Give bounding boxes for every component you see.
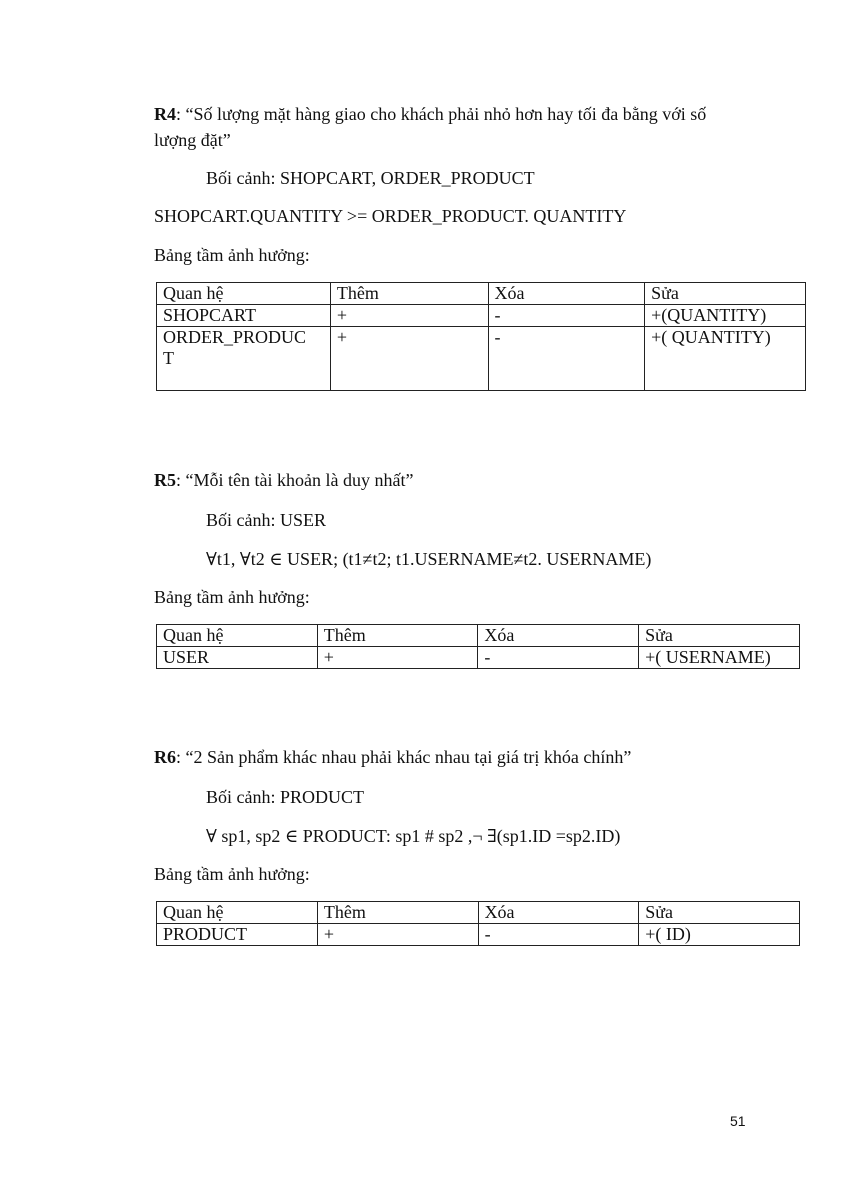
table-header-row bbox=[157, 625, 800, 647]
r4-expression: SHOPCART.QUANTITY >= ORDER_PRODUCT. QUANTITY bbox=[154, 206, 627, 226]
cell-delete: - bbox=[478, 647, 639, 669]
cell-relation-line1: ORDER_PRODUC bbox=[163, 327, 307, 347]
r4-influence-table bbox=[156, 282, 806, 391]
table-row bbox=[157, 327, 806, 391]
cell-relation: PRODUCT bbox=[157, 924, 318, 946]
r4-statement-line2: lượng đặt” bbox=[154, 130, 231, 150]
cell-insert: + bbox=[317, 647, 478, 669]
cell-update: +( USERNAME) bbox=[639, 647, 800, 669]
header-relation: Quan hệ bbox=[157, 283, 331, 305]
cell-update: +( QUANTITY) bbox=[645, 327, 806, 391]
table-header-row bbox=[157, 283, 806, 305]
r6-label: R6 bbox=[154, 747, 176, 767]
header-insert: Thêm bbox=[317, 902, 478, 924]
header-insert: Thêm bbox=[317, 625, 478, 647]
table-header-row bbox=[157, 902, 800, 924]
cell-update: +( ID) bbox=[639, 924, 800, 946]
r6-influence-table bbox=[156, 901, 800, 946]
header-delete: Xóa bbox=[488, 283, 645, 305]
cell-relation: SHOPCART bbox=[157, 305, 331, 327]
cell-delete: - bbox=[478, 924, 639, 946]
header-delete: Xóa bbox=[478, 902, 639, 924]
header-relation: Quan hệ bbox=[157, 902, 318, 924]
r5-expression: ∀t1, ∀t2 ∈ USER; (t1≠t2; t1.USERNAME≠t2. USERNAME) bbox=[206, 549, 652, 569]
table-row bbox=[157, 647, 800, 669]
cell-insert: + bbox=[317, 924, 478, 946]
r6-expression: ∀ sp1, sp2 ∈ PRODUCT: sp1 # sp2 ,¬ ∃(sp1.ID =sp2.ID) bbox=[206, 826, 621, 846]
cell-insert: + bbox=[330, 305, 488, 327]
r4-table-heading: Bảng tầm ảnh hưởng: bbox=[154, 245, 310, 265]
r6-statement-text: : “2 Sản phẩm khác nhau phải khác nhau tại giá trị khóa chính” bbox=[176, 747, 632, 767]
cell-insert: + bbox=[330, 327, 488, 391]
r4-label: R4 bbox=[154, 104, 176, 124]
r4-statement-text: : “Số lượng mặt hàng giao cho khách phải nhỏ hơn hay tối đa bằng với số bbox=[176, 104, 707, 124]
r5-statement-text: : “Mỗi tên tài khoản là duy nhất” bbox=[176, 470, 414, 490]
header-delete: Xóa bbox=[478, 625, 639, 647]
r4-statement-line1 bbox=[154, 103, 706, 125]
r5-influence-table bbox=[156, 624, 800, 669]
r5-label: R5 bbox=[154, 470, 176, 490]
header-update: Sửa bbox=[645, 283, 806, 305]
header-relation: Quan hệ bbox=[157, 625, 318, 647]
cell-delete: - bbox=[488, 327, 645, 391]
r6-statement bbox=[154, 746, 631, 768]
cell-relation-line2: T bbox=[163, 348, 174, 368]
table-row bbox=[157, 924, 800, 946]
r6-context: Bối cảnh: PRODUCT bbox=[206, 787, 365, 807]
page-number: 51 bbox=[730, 1113, 746, 1129]
header-update: Sửa bbox=[639, 625, 800, 647]
cell-update: +(QUANTITY) bbox=[645, 305, 806, 327]
r6-table-heading: Bảng tầm ảnh hưởng: bbox=[154, 864, 310, 884]
r4-context: Bối cảnh: SHOPCART, ORDER_PRODUCT bbox=[206, 168, 535, 188]
table-row bbox=[157, 305, 806, 327]
cell-relation bbox=[157, 327, 331, 391]
header-insert: Thêm bbox=[330, 283, 488, 305]
header-update: Sửa bbox=[639, 902, 800, 924]
cell-relation: USER bbox=[157, 647, 318, 669]
cell-delete: - bbox=[488, 305, 645, 327]
r5-statement bbox=[154, 469, 413, 491]
r5-table-heading: Bảng tầm ảnh hưởng: bbox=[154, 587, 310, 607]
r5-context: Bối cảnh: USER bbox=[206, 510, 326, 530]
